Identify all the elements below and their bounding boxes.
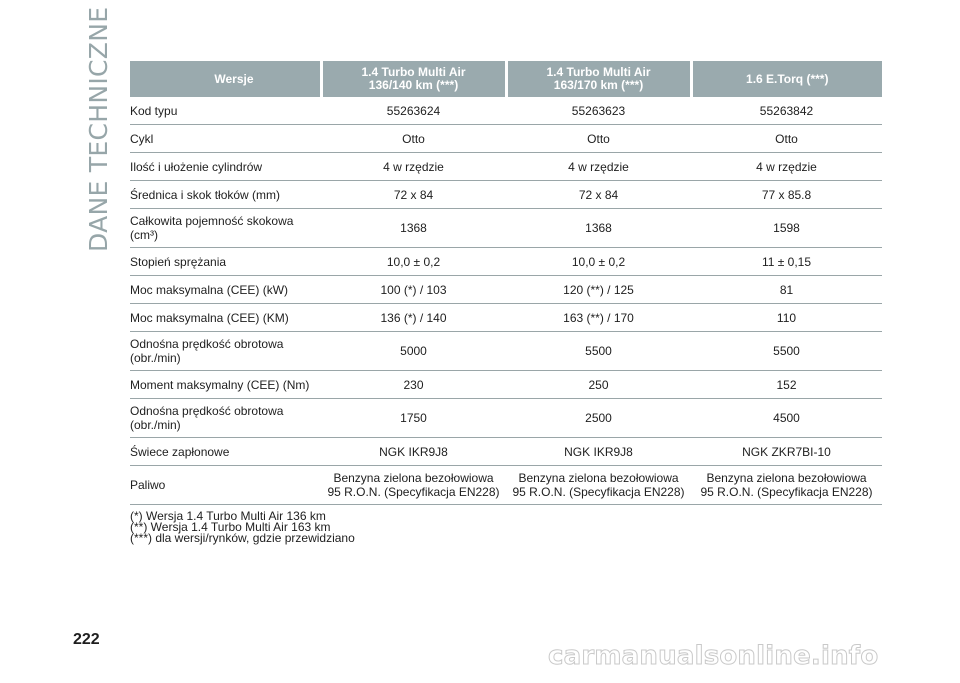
row-label: Moc maksymalna (CEE) (kW) xyxy=(130,276,321,304)
cell-value: 4 w rzędzie xyxy=(506,153,691,181)
cell-value: Otto xyxy=(321,125,506,153)
header-version-1: 1.4 Turbo Multi Air 136/140 km (***) xyxy=(321,61,506,97)
footnotes xyxy=(130,511,355,544)
table-row xyxy=(130,248,882,276)
footnote-line: (*) Wersja 1.4 Turbo Multi Air 136 km xyxy=(130,509,326,523)
table-row xyxy=(130,466,882,505)
row-label: Paliwo xyxy=(130,466,321,505)
watermark-text: carmanualsonline.info xyxy=(548,641,879,671)
cell-value: 1598 xyxy=(691,209,882,248)
row-label: Średnica i skok tłoków (mm) xyxy=(130,181,321,209)
cell-value: 11 ± 0,15 xyxy=(691,248,882,276)
cell-value: 1368 xyxy=(506,209,691,248)
table-row xyxy=(130,371,882,399)
cell-value: 55263624 xyxy=(321,97,506,125)
cell-value: 4500 xyxy=(691,399,882,438)
cell-value: 10,0 ± 0,2 xyxy=(321,248,506,276)
cell-value: 5500 xyxy=(691,332,882,371)
cell-value: 100 (*) / 103 xyxy=(321,276,506,304)
section-title-text: DANE TECHNICZNE xyxy=(84,6,113,252)
row-label: Odnośna prędkość obrotowa (obr./min) xyxy=(130,332,321,371)
table-row xyxy=(130,181,882,209)
cell-value: 136 (*) / 140 xyxy=(321,304,506,332)
cell-value: 81 xyxy=(691,276,882,304)
cell-value: 250 xyxy=(506,371,691,399)
row-label: Cykl xyxy=(130,125,321,153)
cell-value: Otto xyxy=(506,125,691,153)
table-row xyxy=(130,153,882,181)
table-row xyxy=(130,304,882,332)
section-side-title xyxy=(84,6,114,252)
page-number: 222 xyxy=(73,631,100,648)
cell-value: 5000 xyxy=(321,332,506,371)
cell-value: 55263842 xyxy=(691,97,882,125)
footnote-line: (**) Wersja 1.4 Turbo Multi Air 163 km xyxy=(130,520,331,534)
cell-value: NGK ZKR7BI-10 xyxy=(691,438,882,466)
table-body xyxy=(130,97,882,505)
cell-value: Benzyna zielona bezołowiowa 95 R.O.N. (Specyfikacja EN228) xyxy=(321,466,506,505)
cell-value: 2500 xyxy=(506,399,691,438)
cell-value: 72 x 84 xyxy=(321,181,506,209)
cell-value: 77 x 85.8 xyxy=(691,181,882,209)
table-row xyxy=(130,209,882,248)
row-label: Moment maksymalny (CEE) (Nm) xyxy=(130,371,321,399)
cell-value: Benzyna zielona bezołowiowa 95 R.O.N. (Specyfikacja EN228) xyxy=(691,466,882,505)
cell-value: 4 w rzędzie xyxy=(321,153,506,181)
row-label: Ilość i ułożenie cylindrów xyxy=(130,153,321,181)
cell-value: 152 xyxy=(691,371,882,399)
cell-value: 55263623 xyxy=(506,97,691,125)
table-row xyxy=(130,399,882,438)
table-row xyxy=(130,332,882,371)
cell-value: 5500 xyxy=(506,332,691,371)
cell-value: 163 (**) / 170 xyxy=(506,304,691,332)
table-row xyxy=(130,276,882,304)
cell-value: 10,0 ± 0,2 xyxy=(506,248,691,276)
cell-value: NGK IKR9J8 xyxy=(321,438,506,466)
header-version-2: 1.4 Turbo Multi Air 163/170 km (***) xyxy=(506,61,691,97)
header-version-3: 1.6 E.Torq (***) xyxy=(691,61,882,97)
row-label: Świece zapłonowe xyxy=(130,438,321,466)
table-row xyxy=(130,125,882,153)
cell-value: NGK IKR9J8 xyxy=(506,438,691,466)
cell-value: Otto xyxy=(691,125,882,153)
engine-spec-table xyxy=(130,61,882,505)
table-row xyxy=(130,97,882,125)
row-label: Całkowita pojemność skokowa (cm³) xyxy=(130,209,321,248)
cell-value: 72 x 84 xyxy=(506,181,691,209)
cell-value: 120 (**) / 125 xyxy=(506,276,691,304)
cell-value: Benzyna zielona bezołowiowa 95 R.O.N. (Specyfikacja EN228) xyxy=(506,466,691,505)
table-row xyxy=(130,438,882,466)
cell-value: 110 xyxy=(691,304,882,332)
table-header-row xyxy=(130,61,882,97)
row-label: Odnośna prędkość obrotowa (obr./min) xyxy=(130,399,321,438)
row-label: Kod typu xyxy=(130,97,321,125)
cell-value: 1368 xyxy=(321,209,506,248)
cell-value: 230 xyxy=(321,371,506,399)
header-versions-label: Wersje xyxy=(130,61,321,97)
row-label: Stopień sprężania xyxy=(130,248,321,276)
cell-value: 4 w rzędzie xyxy=(691,153,882,181)
footnote-line: (***) dla wersji/rynków, gdzie przewidziano xyxy=(130,531,355,545)
row-label: Moc maksymalna (CEE) (KM) xyxy=(130,304,321,332)
cell-value: 1750 xyxy=(321,399,506,438)
